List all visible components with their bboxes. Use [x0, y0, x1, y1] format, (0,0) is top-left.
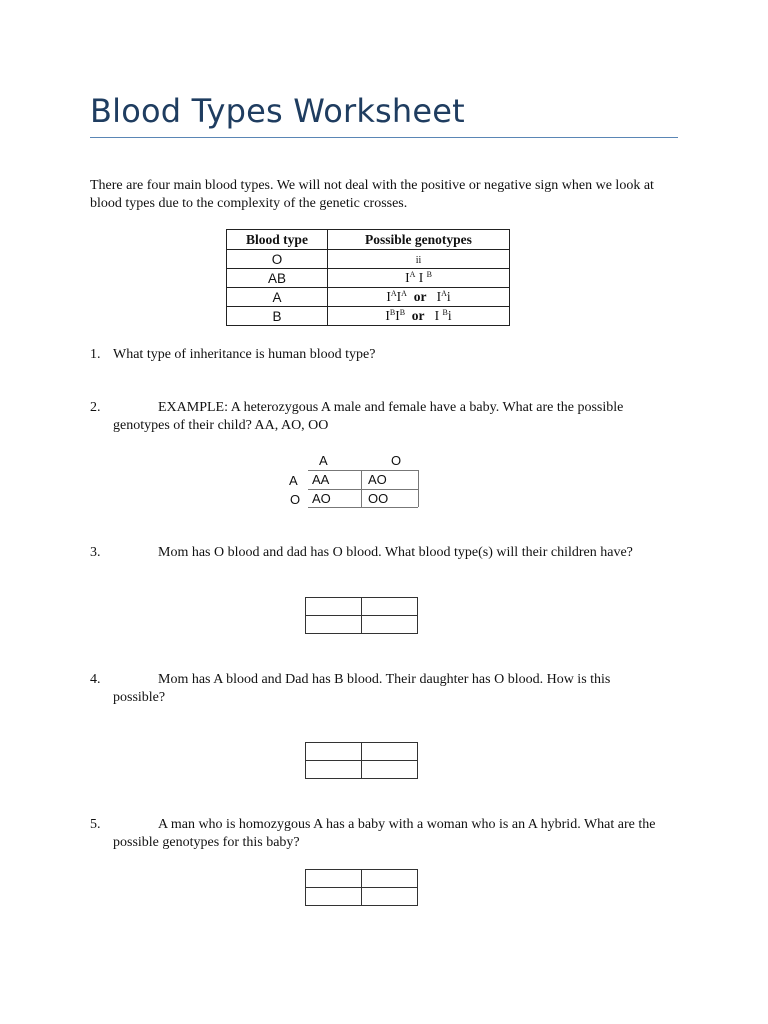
blank-cell[interactable] [306, 870, 362, 888]
column-header: O [391, 453, 402, 468]
square-cell: AA [312, 472, 330, 487]
question-5-text: A man who is homozygous A has a baby with a woman who is an A hybrid. What are the possible genotypes for this baby? [113, 817, 656, 850]
row-header: A [289, 473, 298, 488]
intro-paragraph: There are four main blood types. We will not deal with the positive or negative sign when we look at blood types due to the complexity of the genetic crosses. [90, 178, 654, 211]
blood-type-cell: O [227, 250, 328, 269]
square-cell: AO [312, 491, 331, 506]
genotype-cell: $I^BI^B$ or I $^B$i [328, 307, 510, 326]
table-row [227, 269, 510, 288]
title-underline [90, 137, 678, 138]
question-number: 1. [90, 347, 101, 362]
table-row [227, 288, 510, 307]
blank-cell[interactable] [306, 888, 362, 906]
blood-type-cell: A [227, 288, 328, 307]
blank-cell[interactable] [306, 761, 362, 779]
question-number: 4. [90, 672, 101, 687]
grid-line [308, 489, 418, 490]
row-header: O [290, 492, 301, 507]
header-possible-genotypes: Possible genotypes [328, 230, 510, 250]
genotype-cell: $I^A$ I $^B$ [328, 269, 510, 288]
table-header-row [227, 230, 510, 250]
table-row [227, 307, 510, 326]
table-row [227, 250, 510, 269]
blank-cell[interactable] [362, 870, 418, 888]
question-1-text: What type of inheritance is human blood type? [113, 347, 376, 362]
punnett-square-4 [305, 742, 418, 779]
blood-type-cell: B [227, 307, 328, 326]
question-number: 2. [90, 400, 101, 415]
question-number: 3. [90, 545, 101, 560]
header-blood-type: Blood type [227, 230, 328, 250]
grid-line [361, 470, 362, 507]
question-number: 5. [90, 817, 101, 832]
blank-cell[interactable] [306, 743, 362, 761]
punnett-square-5 [305, 869, 418, 906]
grid-line [308, 507, 418, 508]
blank-cell[interactable] [306, 616, 362, 634]
blood-type-table [226, 229, 510, 326]
page-title: Blood Types Worksheet [90, 92, 465, 130]
blank-cell[interactable] [362, 598, 418, 616]
blank-cell[interactable] [306, 598, 362, 616]
question-4-text: Mom has A blood and Dad has B blood. Their daughter has O blood. How is this possible? [113, 672, 611, 705]
question-3-text: Mom has O blood and dad has O blood. What blood type(s) will their children have? [158, 545, 633, 560]
genotype-cell: $I^AI^A$ or $I^Ai$ [328, 288, 510, 307]
column-header: A [319, 453, 328, 468]
blank-cell[interactable] [362, 761, 418, 779]
grid-line [418, 470, 419, 507]
genotype-cell: ii [328, 250, 510, 269]
punnett-square-3 [305, 597, 418, 634]
grid-line [308, 470, 418, 471]
question-2-text: EXAMPLE: A heterozygous A male and female have a baby. What are the possible genotypes of their child? AA, AO, OO [113, 400, 624, 433]
blood-type-cell: AB [227, 269, 328, 288]
square-cell: AO [368, 472, 387, 487]
blank-cell[interactable] [362, 888, 418, 906]
square-cell: OO [368, 491, 389, 506]
blank-cell[interactable] [362, 743, 418, 761]
blank-cell[interactable] [362, 616, 418, 634]
